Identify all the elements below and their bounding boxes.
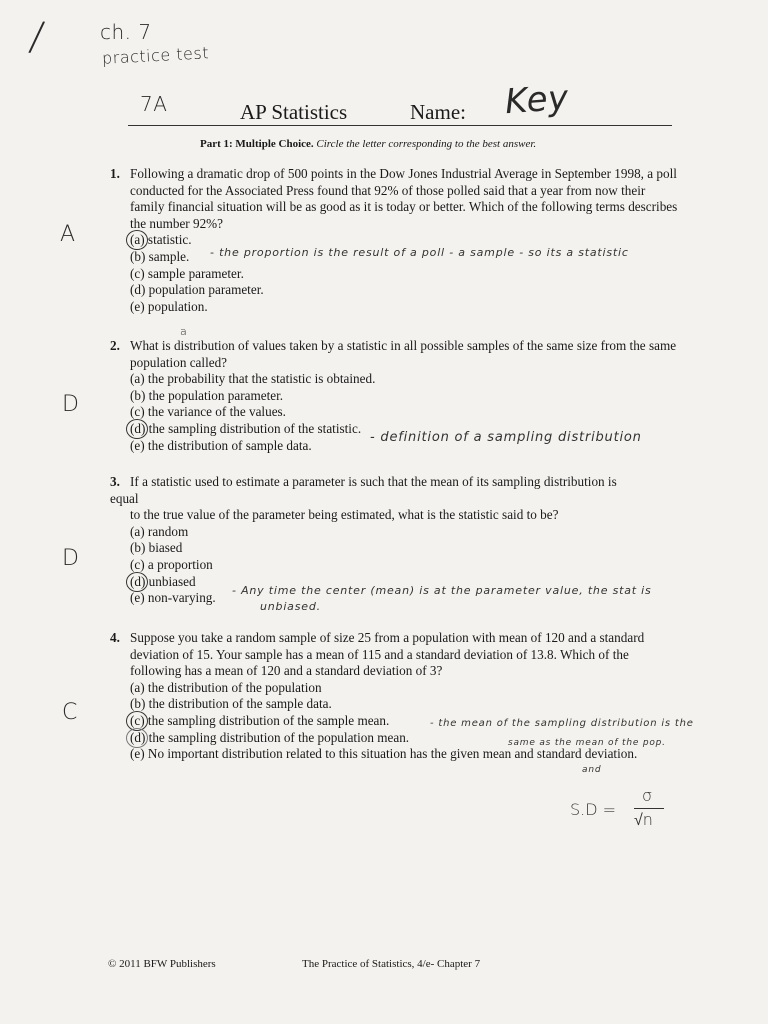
answer-circle [126,572,148,592]
footer-copyright: © 2011 BFW Publishers [108,958,216,970]
option-e[interactable]: (e) the distribution of sample data. [130,437,312,453]
name-label: Name: [410,100,466,124]
question-number: 3. [110,474,120,489]
part1-label: Part 1: Multiple Choice. [200,138,314,150]
annotation-q2: - definition of a sampling distribution [370,430,642,445]
option-d-label: (d) unbiased [130,573,196,589]
option-b[interactable]: (b) sample. [130,248,190,264]
annotation-q3-line1: - Any time the center (mean) is at the parameter value, the stat is [232,584,652,597]
question-stem-line3: to the true value of the parameter being estimated, what is the statistic said to be? [130,507,559,523]
option-a[interactable]: (a) random [130,523,189,539]
question-number: 1. [110,166,120,181]
annotation-q4-line2: same as the mean of the pop. [508,738,666,748]
annotation-q1: - the proportion is the result of a poll - a sample - so its a statistic [210,246,629,259]
annotation-q3-line2: unbiased. [260,600,321,613]
question-1 [110,166,680,315]
practice-test-handwriting: practice test [101,43,210,68]
question-number: 4. [110,630,120,645]
slash-mark: / [26,13,48,61]
insert-handwriting: a [180,325,188,338]
question-stem: What is distribution of values taken by a statistic in all possible samples of the same size from the same population called? [130,338,677,370]
option-a-label: (a) statistic. [130,232,192,248]
formula-left: S.D = [570,800,617,819]
question-stem-line1: If a statistic used to estimate a parameter is such that the mean of its sampling distribution is [130,474,617,489]
answer-mark-q2: D [62,392,79,417]
answer-mark-q4: C [62,700,78,725]
option-d-label: (d) the sampling distribution of the statistic. [130,420,362,436]
option-a[interactable]: (a) the distribution of the population [130,679,322,695]
option-c-label: (c) the sampling distribution of the sample mean. [130,712,390,728]
option-b[interactable]: (b) the distribution of the sample data. [130,696,332,712]
key-handwriting: Key [503,77,570,123]
instructions [200,138,536,150]
option-c[interactable]: (c) the variance of the values. [130,404,286,420]
answer-circle [126,230,148,250]
option-d[interactable]: (d) population parameter. [130,282,264,298]
annotation-q4-line1: - the mean of the sampling distribution is the [430,718,694,729]
answer-mark-q1: A [60,222,76,247]
header-rule [128,125,672,126]
formula-numerator: σ [642,786,653,805]
option-c[interactable]: (c) sample parameter. [130,265,244,281]
course-title: AP Statistics [240,100,348,124]
version-handwriting: 7A [140,92,168,116]
option-e[interactable]: (e) No important distribution related to this situation has the given mean and standard deviation. [130,746,638,762]
chapter-handwriting: ch. 7 [100,20,152,44]
question-stem-line2: equal [110,490,139,506]
part1-instructions: Circle the letter corresponding to the best answer. [316,138,537,150]
footer-book: The Practice of Statistics, 4/e- Chapter 7 [302,958,481,970]
question-stem: Suppose you take a random sample of size 25 from a population with mean of 120 and a standard deviation of 15. Your sample has a mean of 115 and a standard deviation of 13.8. Which of the following has a mean of 120 and a standard deviation of 3? [130,630,645,679]
option-e[interactable]: (e) population. [130,298,208,314]
option-b[interactable]: (b) biased [130,540,183,556]
formula-denominator: √n [634,810,653,829]
answer-mark-q3: D [62,546,79,571]
question-number: 2. [110,338,120,353]
question-stem: Following a dramatic drop of 500 points in the Dow Jones Industrial Average in September 1998, a poll conducted for the Associated Press found that 92% of those polled said that a year from now their family financial situation will be as good as it is today or better. Which of the following terms describes the number 92%? [130,166,678,231]
option-c[interactable]: (c) a proportion [130,556,213,572]
answer-circle [126,419,148,439]
option-b[interactable]: (b) the population parameter. [130,387,284,403]
option-a[interactable]: (a) the probability that the statistic is obtained. [130,371,376,387]
partial-circle [126,728,148,748]
formula-bar [634,808,664,809]
option-d-label: (d) the sampling distribution of the population mean. [130,729,410,745]
annotation-q4-line3: and [582,765,602,775]
option-e[interactable]: (e) non-varying. [130,590,216,606]
